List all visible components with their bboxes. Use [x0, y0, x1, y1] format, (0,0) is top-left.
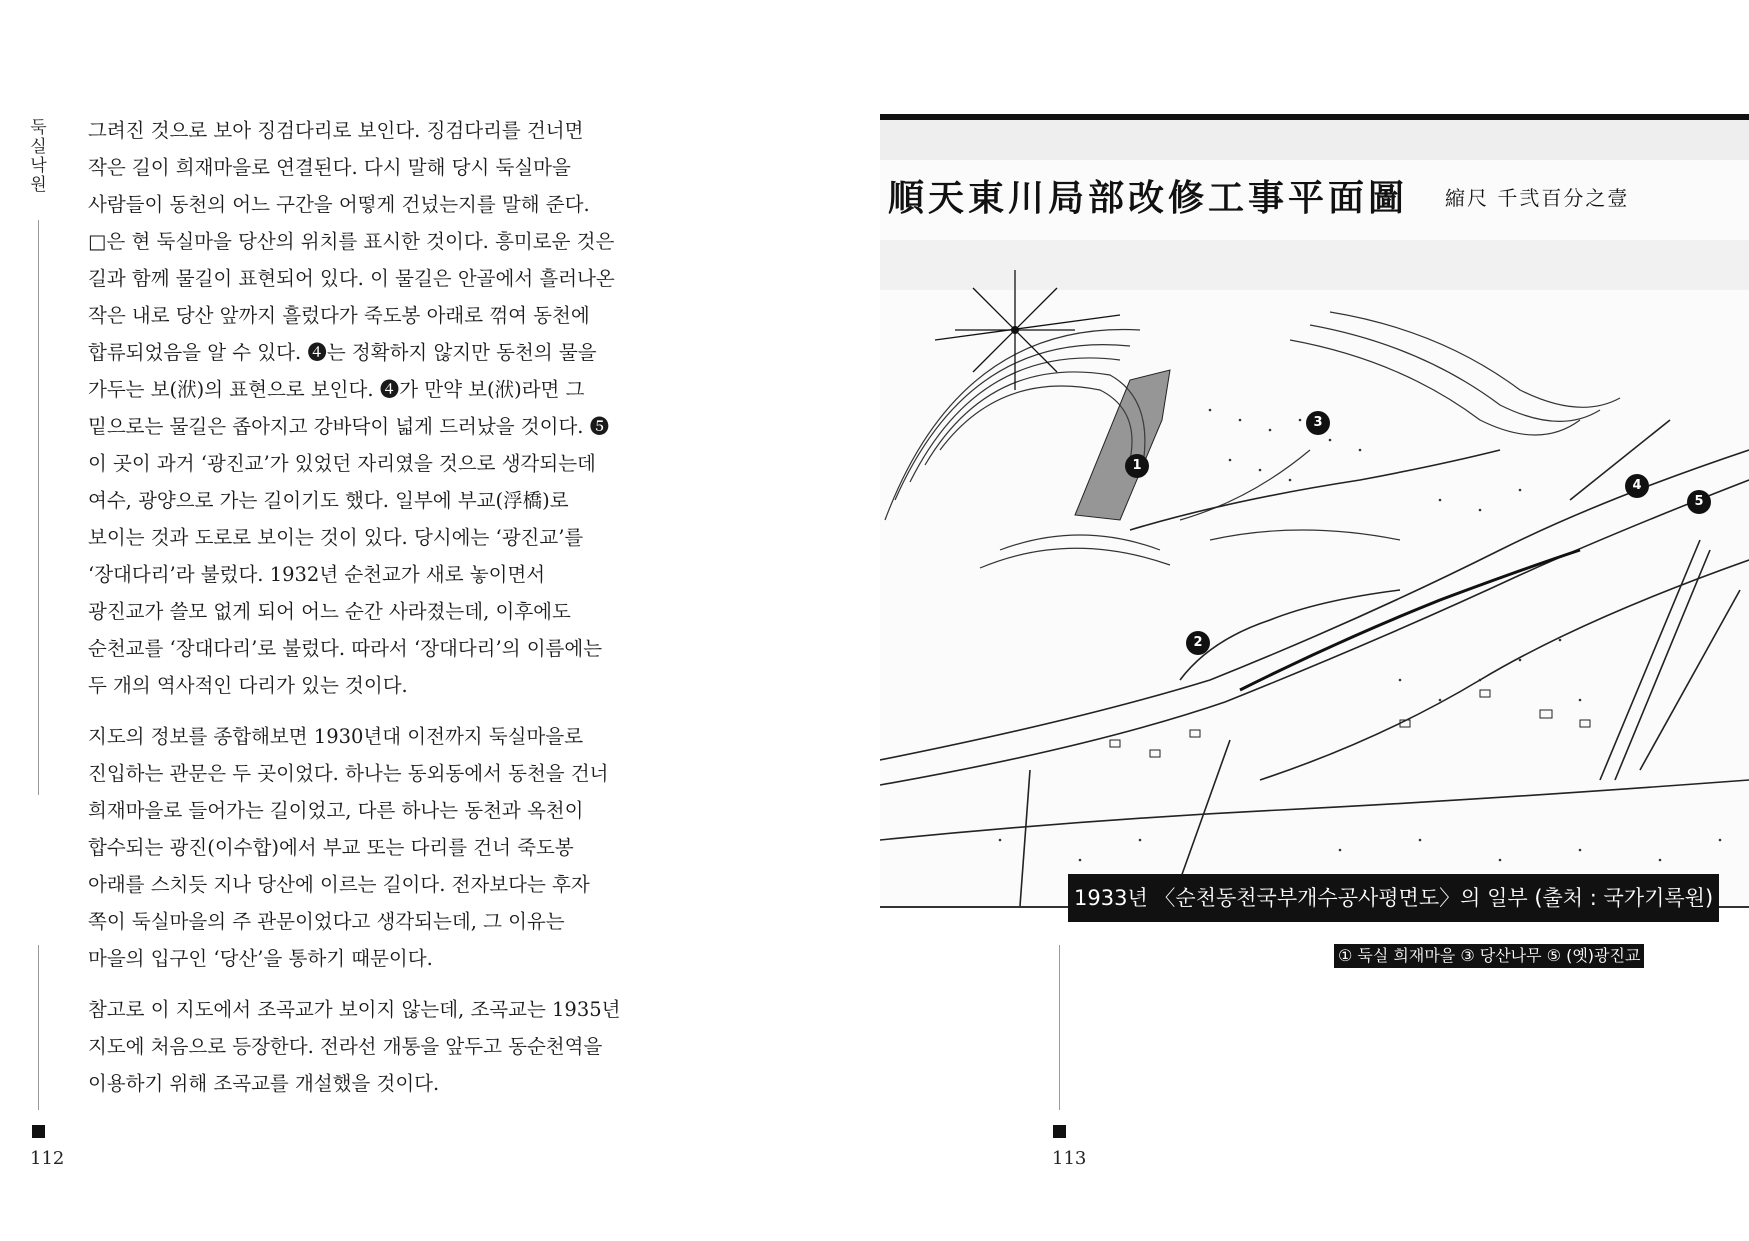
map-legend: ① 둑실 희재마을 ③ 당산나무 ⑤ (옛)광진교: [1334, 944, 1644, 968]
map-drawing: [880, 120, 1749, 906]
page-number-right: 113: [1052, 1148, 1087, 1169]
margin-rule-right: [1059, 945, 1060, 1110]
map-marker-2: 2: [1186, 631, 1210, 655]
map-marker-1: 1: [1125, 454, 1149, 478]
map-marker-3: 3: [1306, 411, 1330, 435]
margin-rule-bottom: [38, 945, 39, 1110]
paragraph-2: 지도의 정보를 종합해보면 1930년대 이전까지 둑실마을로 진입하는 관문은 두 곳이었다. 하나는 동외동에서 동천을 건너 희재마을로 들어가는 길이었고, 다른 하나는 동천과 옥천이 합수되는 광진(이수합)에서 부교 또는 다리를 건너 죽도봉 아래를 스치듯 지나 당산에 이르는 길이다. 전자보다는 후자 쪽이 둑실마을의 주 관문이었다고 생각되는데, 그 이유는 마을의 입구인 ‘당산’을 통하기 때문이다.: [88, 725, 609, 970]
map-caption: 1933년 〈순천동천국부개수공사평면도〉의 일부 (출처 : 국가기록원): [1068, 874, 1719, 922]
historic-map: [880, 114, 1749, 908]
page-marker-square-right: [1053, 1125, 1066, 1138]
page-number-left: 112: [30, 1148, 65, 1169]
body-text: [88, 112, 648, 1116]
margin-rule-top: [38, 220, 39, 795]
running-head: 둑실낙원: [26, 118, 46, 194]
paragraph-3: 참고로 이 지도에서 조곡교가 보이지 않는데, 조곡교는 1935년 지도에 처음으로 등장한다. 전라선 개통을 앞두고 동순천역을 이용하기 위해 조곡교를 개설했을 것이다.: [88, 998, 621, 1095]
page-marker-square: [32, 1125, 45, 1138]
map-scale: 縮尺 千弐百分之壹: [1445, 186, 1630, 210]
map-title: 順天東川局部改修工事平面圖: [888, 177, 1409, 219]
map-marker-4: 4: [1625, 474, 1649, 498]
paragraph-1: 그려진 것으로 보아 징검다리로 보인다. 징검다리를 건너면 작은 길이 희재마을로 연결된다. 다시 말해 당시 둑실마을 사람들이 동천의 어느 구간을 어떻게 건넜는지를 말해 준다. □은 현 둑실마을 당산의 위치를 표시한 것이다. 흥미로운 것은 길과 함께 물길이 표현되어 있다. 이 물길은 안골에서 흘러나온 작은 내로 당산 앞까지 흘렀다가 죽도봉 아래로 꺾여 동천에 합류되었음을 알 수 있다. ❹는 정확하지 않지만 동천의 물을 가두는 보(洑)의 표현으로 보인다. ❹가 만약 보(洑)라면 그 밑으로는 물길은 좁아지고 강바닥이 넓게 드러났을 것이다. ❺ 이 곳이 과거 ‘광진교’가 있었던 자리였을 것으로 생각되는데 여수, 광양으로 가는 길이기도 했다. 일부에 부교(浮橋)로 보이는 것과 도로로 보이는 것이 있다. 당시에는 ‘광진교’를 ‘장대다리’라 불렀다. 1932년 순천교가 새로 놓이면서 광진교가 쓸모 없게 되어 어느 순간 사라졌는데, 이후에도 순천교를 ‘장대다리’로 불렀다. 따라서 ‘장대다리’의 이름에는 두 개의 역사적인 다리가 있는 것이다.: [88, 119, 615, 697]
map-marker-5: 5: [1687, 490, 1711, 514]
